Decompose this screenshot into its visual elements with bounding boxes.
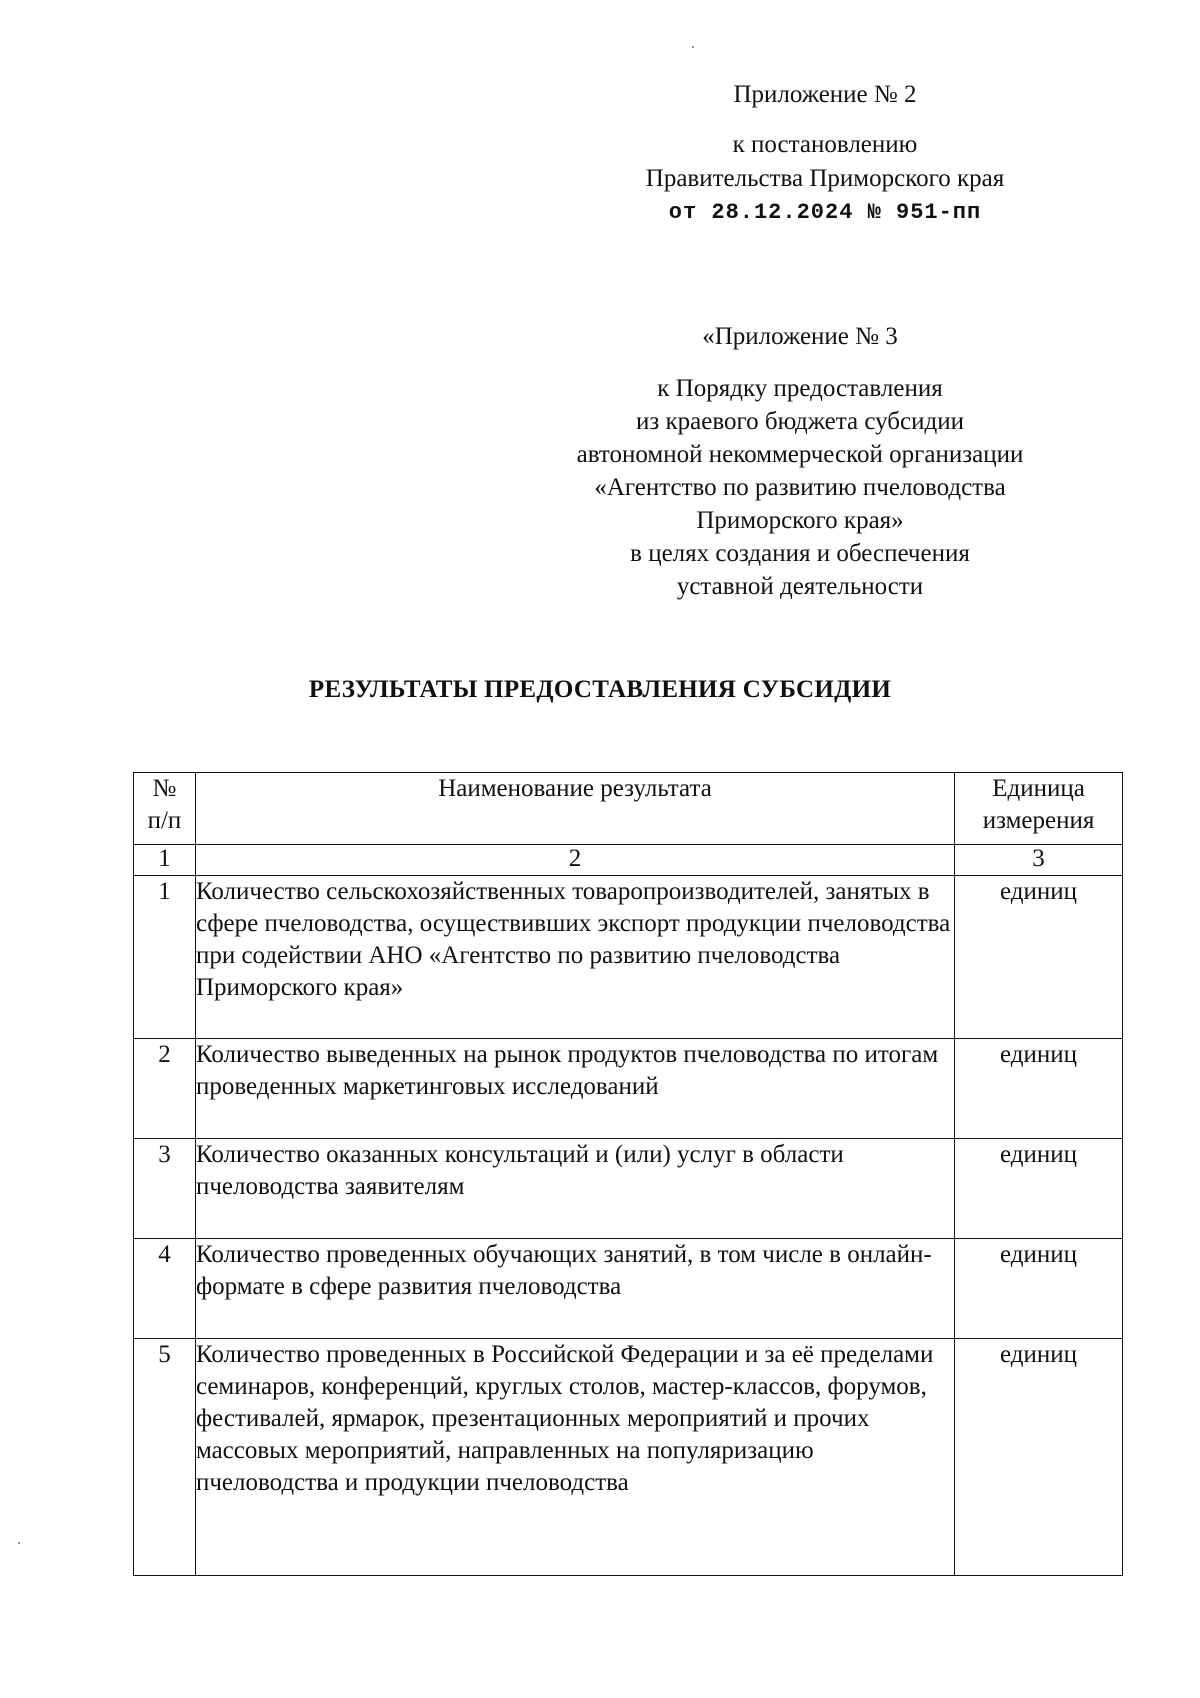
row-number: 4 <box>134 1239 196 1339</box>
referenced-appendix-line: автономной некоммерческой организации <box>576 441 1024 468</box>
referenced-appendix-line: Приморского края» <box>696 507 904 534</box>
referenced-appendix-line: из краевого бюджета субсидии <box>636 408 964 435</box>
row-unit: единиц <box>955 1239 1123 1339</box>
scan-speck <box>692 46 694 48</box>
row-name: Количество выведенных на рынок продуктов пчеловодства по итогам проведенных маркетинговых исследований <box>195 1039 954 1139</box>
column-index: 1 <box>134 845 196 876</box>
appendix-header <box>590 78 1060 230</box>
table-header-row <box>134 773 1123 845</box>
scan-speck <box>18 1542 20 1544</box>
table-row <box>134 1239 1123 1339</box>
row-unit: единиц <box>955 1039 1123 1139</box>
appendix-line: к постановлению <box>732 131 918 158</box>
header-unit-line: Единица <box>992 775 1085 802</box>
header-number-line: п/п <box>147 807 182 834</box>
resolution-stamp: от 28.12.2024 № 951-пп <box>668 200 982 225</box>
row-number: 2 <box>134 1039 196 1139</box>
document-title: РЕЗУЛЬТАТЫ ПРЕДОСТАВЛЕНИЯ СУБСИДИИ <box>308 676 892 703</box>
column-index-row <box>134 845 1123 876</box>
table-row <box>134 876 1123 1039</box>
header-number <box>134 773 196 845</box>
table-row <box>134 1039 1123 1139</box>
referenced-appendix-title: «Приложение № 3 <box>702 323 898 350</box>
row-unit: единиц <box>955 876 1123 1039</box>
row-name: Количество оказанных консультаций и (или) услуг в области пчеловодства заявителям <box>195 1139 954 1239</box>
header-name: Наименование результата <box>195 773 954 845</box>
row-name: Количество сельскохозяйственных товаропроизводителей, занятых в сфере пчеловодства, осуществивших экспорт продукции пчеловодства при содействии АНО «Агентство по развитию пчеловодства Приморского края» <box>195 876 954 1039</box>
referenced-appendix-line: в целях создания и обеспечения <box>630 540 970 567</box>
row-name: Количество проведенных обучающих занятий, в том числе в онлайн-формате в сфере развития пчеловодства <box>195 1239 954 1339</box>
row-unit: единиц <box>955 1139 1123 1239</box>
referenced-appendix-line: уставной деятельности <box>676 573 924 600</box>
row-unit: единиц <box>955 1339 1123 1576</box>
appendix-line: Правительства Приморского края <box>645 165 1005 192</box>
row-number: 5 <box>134 1339 196 1576</box>
row-name: Количество проведенных в Российской Федерации и за её пределами семинаров, конференций, круглых столов, мастер-классов, форумов, фестивалей, ярмарок, презентационных мероприятий и прочих массовых мероприятий, направленных на популяризацию пчеловодства и продукции пчеловодства <box>195 1339 954 1576</box>
column-index: 3 <box>955 845 1123 876</box>
header-unit <box>955 773 1123 845</box>
row-number: 1 <box>134 876 196 1039</box>
referenced-appendix-line: к Порядку предоставления <box>657 375 943 402</box>
table-row <box>134 1139 1123 1239</box>
referenced-appendix-header <box>520 320 1080 603</box>
column-index: 2 <box>195 845 954 876</box>
referenced-appendix-line: «Агентство по развитию пчеловодства <box>594 474 1006 501</box>
table-row <box>134 1339 1123 1576</box>
header-number-line: № <box>152 775 177 802</box>
results-table <box>133 772 1123 1576</box>
header-unit-line: измерения <box>982 807 1095 834</box>
row-number: 3 <box>134 1139 196 1239</box>
appendix-title: Приложение № 2 <box>733 81 917 108</box>
